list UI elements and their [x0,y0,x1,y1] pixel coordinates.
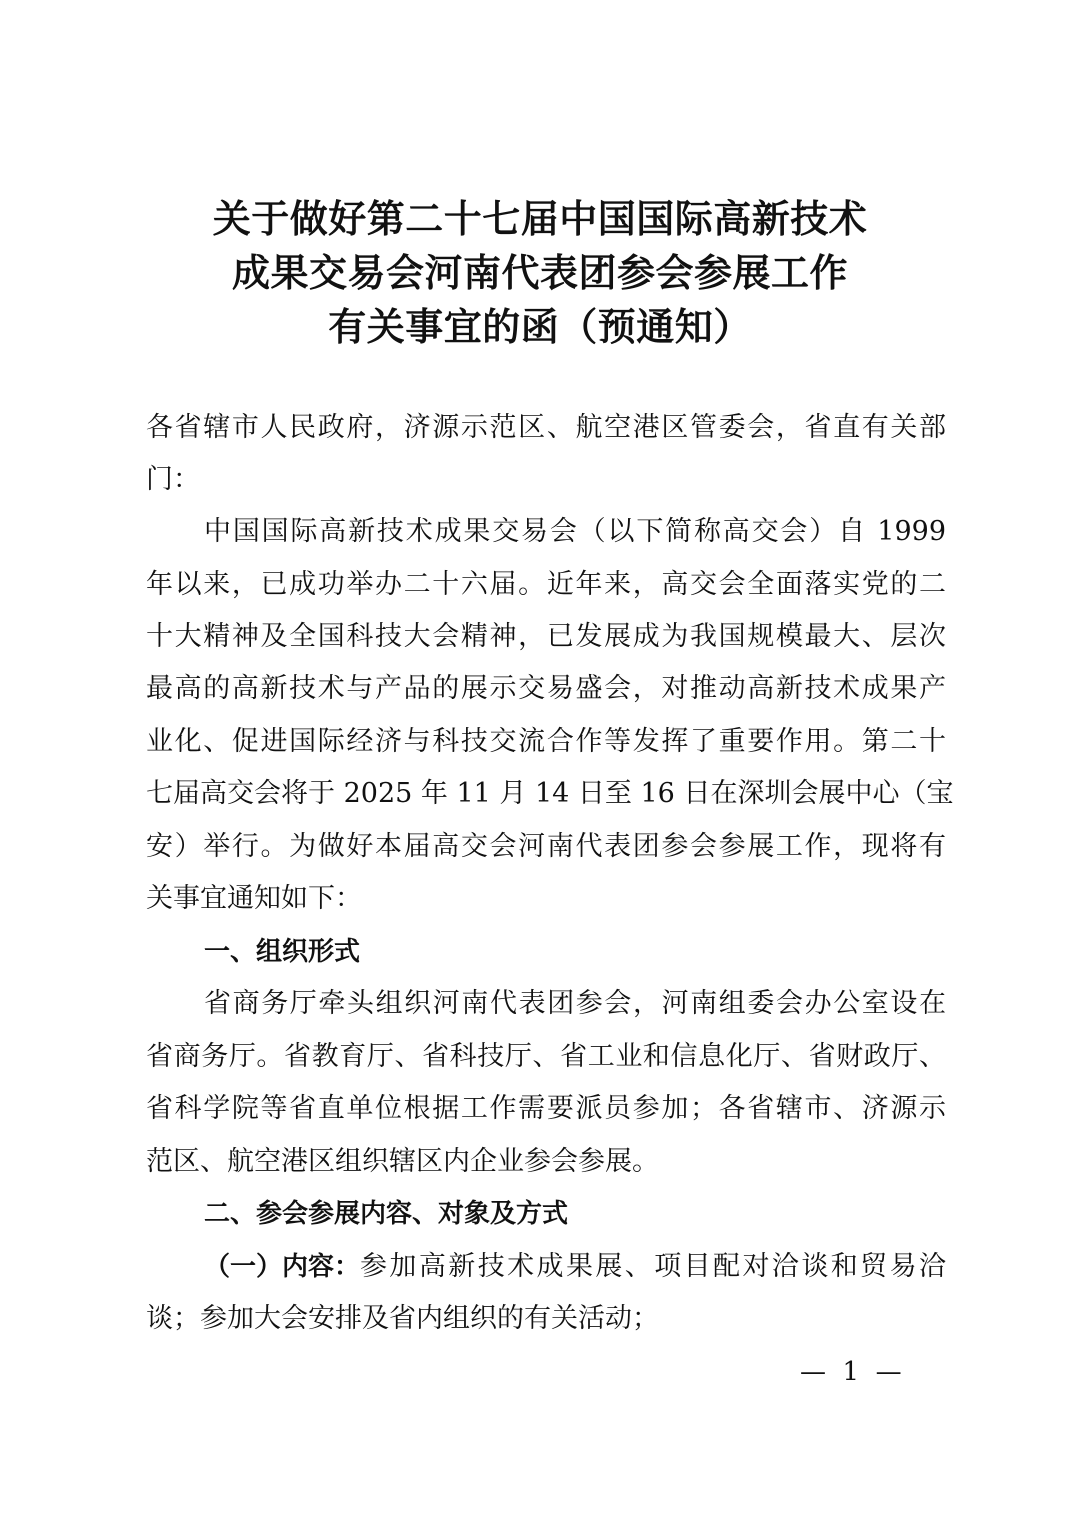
intro-line-4: 最高的高新技术与产品的展示交易盛会，对推动高新技术成果产 [146,673,946,704]
section-1-heading: 一、组织形式 [204,937,361,967]
intro-line-5: 业化、促进国际经济与科技交流合作等发挥了重要作用。第二十 [146,726,946,757]
section-2-subsection-1-line-2: 谈；参加大会安排及省内组织的有关活动； [146,1303,659,1334]
intro-line-6: 七届高交会将于 2025 年 11 月 14 日至 16 日在深圳会展中心（宝 [146,778,954,809]
recipients-line-2: 门： [146,464,200,495]
document-title-line-2: 成果交易会河南代表团参会参展工作 [231,250,848,295]
intro-line-1: 中国国际高新技术成果交易会（以下简称高交会）自 1999 [204,516,946,547]
section-2-subsection-1-text: 参加高新技术成果展、项目配对洽谈和贸易洽 [360,1251,946,1282]
intro-line-8: 关事宜通知如下： [146,883,362,914]
section-1-line-3: 省科学院等省直单位根据工作需要派员参加；各省辖市、济源示 [146,1093,946,1124]
section-1-line-2: 省商务厅。省教育厅、省科技厅、省工业和信息化厅、省财政厅、 [146,1041,946,1072]
intro-line-7: 安）举行。为做好本届高交会河南代表团参会参展工作，现将有 [146,831,946,862]
recipients-line-1: 各省辖市人民政府，济源示范区、航空港区管委会，省直有关部 [146,412,946,443]
document-title-line-3: 有关事宜的函（预通知） [328,304,752,349]
section-2-subsection-1-line-1 [204,1247,946,1287]
section-2-subsection-1-label: （一）内容： [204,1252,361,1282]
page-number: — 1 — [800,1357,902,1387]
section-1-line-4: 范区、航空港区组织辖区内企业参会参展。 [146,1146,659,1177]
document-title-line-1: 关于做好第二十七届中国国际高新技术 [212,196,868,241]
section-1-line-1: 省商务厅牵头组织河南代表团参会，河南组委会办公室设在 [204,988,946,1019]
section-2-heading: 二、参会参展内容、对象及方式 [204,1199,569,1229]
intro-line-3: 十大精神及全国科技大会精神，已发展成为我国规模最大、层次 [146,621,946,652]
intro-line-2: 年以来，已成功举办二十六届。近年来，高交会全面落实党的二 [146,569,946,600]
